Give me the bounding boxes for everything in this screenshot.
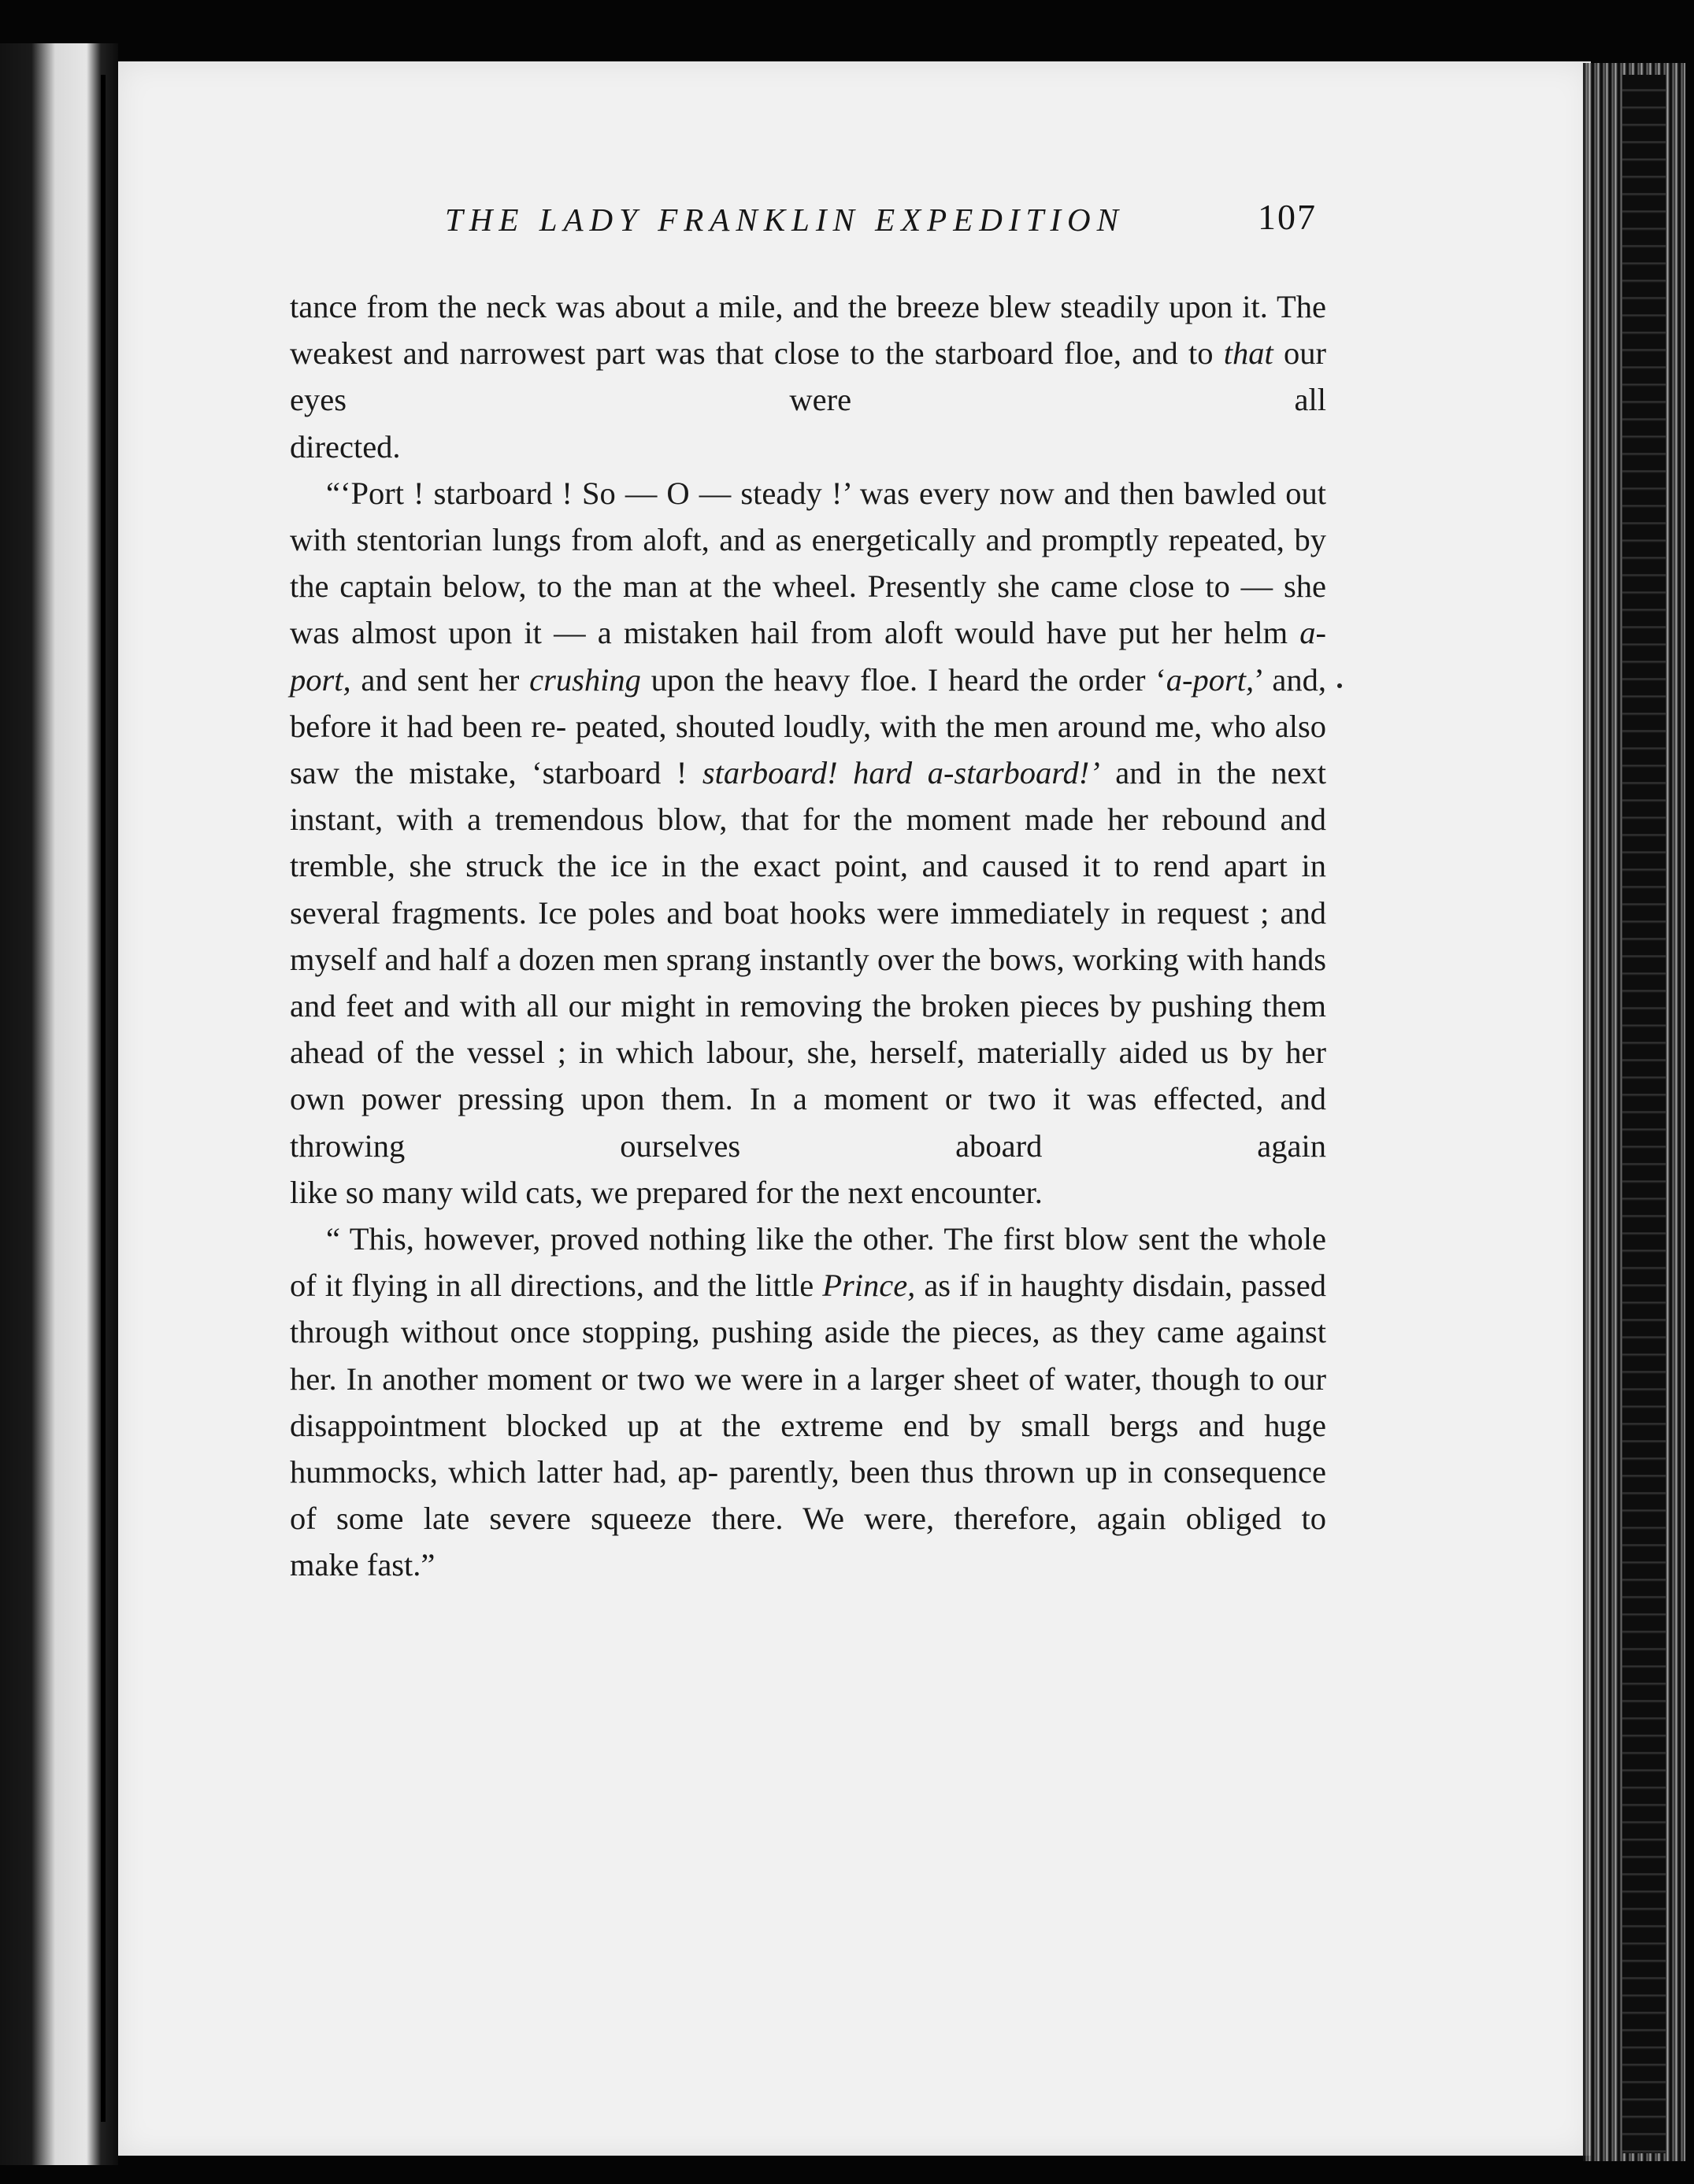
text-line: fragments. Ice poles and boat hooks were immediately bbox=[391, 894, 1110, 931]
text-line: of the vessel ; in which labour, she, herself, materially aided bbox=[376, 1035, 1188, 1071]
text-line: In another moment or two we were in a larger sheet of water, bbox=[346, 1360, 1143, 1397]
text-line: energetically and promptly repeated, by the captain below, bbox=[290, 522, 1326, 605]
ink-speck bbox=[1337, 683, 1342, 688]
text-line: peated, shouted loudly, with the men around me, who also bbox=[575, 708, 1327, 744]
paragraph-1 bbox=[290, 283, 1326, 424]
text-line: stopping, pushing aside the pieces, as they came against her. bbox=[290, 1314, 1326, 1397]
text-line: “‘Port ! starboard ! So — O — steady !’ was every now bbox=[326, 475, 1055, 511]
italic-text: starboard! hard a-starboard!’ bbox=[702, 755, 1100, 791]
left-page-edge bbox=[0, 43, 118, 2165]
text-line: steadily upon it. The weakest and narrowest part was that bbox=[290, 289, 1326, 372]
text-line: directed. bbox=[290, 428, 401, 465]
text-line: as if in haughty disdain, passed through without once bbox=[290, 1268, 1327, 1350]
italic-text: a-port, bbox=[290, 615, 1327, 698]
paragraph-3-end bbox=[290, 1542, 1326, 1588]
italic-text: Prince, bbox=[822, 1268, 916, 1304]
text-line: though to our disappointment blocked up at the extreme end bbox=[290, 1360, 1327, 1443]
text-line: two it was effected, and throwing ourselves aboard again bbox=[290, 1081, 1327, 1164]
text-line: our eyes were all bbox=[290, 335, 1327, 418]
text-line: might in removing the broken pieces by pushing them ahead bbox=[290, 988, 1326, 1071]
text-line: moment made her rebound and tremble, she struck the ice bbox=[290, 801, 1327, 884]
paragraph-2 bbox=[290, 470, 1326, 1169]
italic-text: crushing bbox=[529, 661, 641, 698]
italic-text: a-port, bbox=[1166, 661, 1255, 698]
text-line: tance from the neck was about a mile, and the breeze blew bbox=[290, 289, 1051, 324]
text-line: in the exact point, and caused it to rend apart in several bbox=[290, 848, 1327, 931]
page-number: 107 bbox=[1258, 197, 1317, 237]
text-line: in request ; and myself and half a dozen men sprang instantly bbox=[290, 894, 1327, 977]
gutter-line bbox=[101, 75, 106, 2122]
page-body bbox=[290, 283, 1326, 1589]
text-line: over the bows, working with hands and feet and with all our bbox=[290, 941, 1326, 1024]
text-line: was almost upon it — a mistaken hail from aloft would have bbox=[290, 615, 1107, 651]
text-line: upon the heavy bbox=[640, 661, 851, 698]
page-header bbox=[445, 197, 1327, 256]
text-line: close to the starboard floe, and to bbox=[773, 335, 1224, 372]
text-line: us by her own power pressing upon them. In a moment or bbox=[290, 1035, 1326, 1117]
text-line: by small bergs and huge hummocks, which latter had, ap- bbox=[290, 1407, 1327, 1490]
text-line: parently, been thus thrown up in consequence of some late bbox=[290, 1454, 1327, 1537]
text-line: ’ and, before it had been re- bbox=[290, 661, 1326, 744]
running-title: THE LADY FRANKLIN EXPEDITION bbox=[445, 202, 1125, 238]
text-line: put her helm bbox=[1118, 615, 1300, 651]
text-line: floe. I heard the order ‘ bbox=[860, 661, 1166, 698]
text-line: saw the mistake, ‘starboard ! bbox=[290, 755, 702, 791]
text-line: like so many wild cats, we prepared for the next encounter. bbox=[290, 1174, 1043, 1210]
text-line: and then bawled out with stentorian lungs from aloft, and as bbox=[290, 475, 1326, 558]
paragraph-3 bbox=[290, 1216, 1326, 1542]
paragraph-2-end bbox=[290, 1169, 1326, 1216]
text-line: and sent her bbox=[350, 661, 530, 698]
right-book-cover bbox=[1622, 75, 1666, 2153]
paragraph-1-end bbox=[290, 424, 1326, 470]
text-line: and in the next instant, with a tremendous blow, that for the bbox=[290, 755, 1326, 838]
italic-text: that bbox=[1223, 335, 1273, 372]
text-line: blow sent the whole of it flying in all directions, and the little bbox=[290, 1221, 1326, 1304]
text-line: make fast.” bbox=[290, 1547, 436, 1583]
text-line: “ This, however, proved nothing like the other. The first bbox=[326, 1221, 1055, 1257]
text-line: to the man at the wheel. Presently she came close to — she bbox=[537, 568, 1327, 605]
text-line: severe squeeze there. We were, therefore, again obliged to bbox=[489, 1501, 1326, 1537]
